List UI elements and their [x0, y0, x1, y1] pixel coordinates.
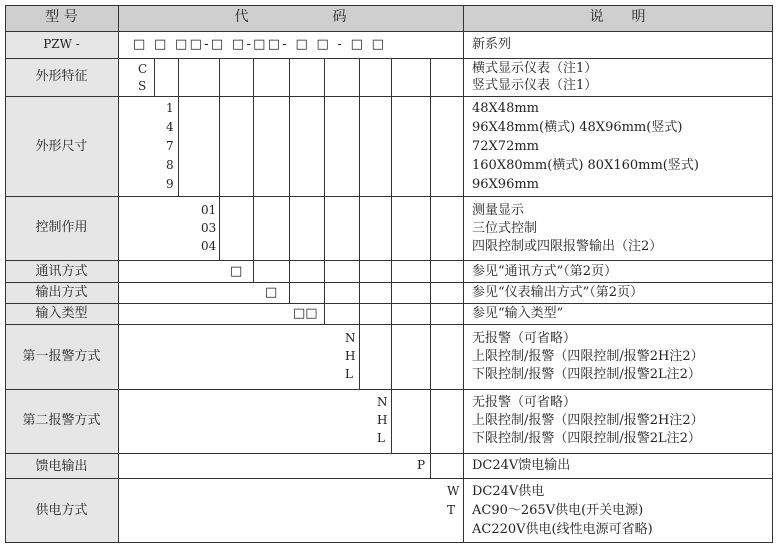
- code-cell: 1: [166, 101, 174, 115]
- code-cell: S: [138, 79, 147, 93]
- description-text: 72X72mm: [472, 139, 539, 154]
- label-power-supply: 供电方式: [35, 503, 88, 518]
- label-communication: 通讯方式: [35, 264, 88, 279]
- description-text: 测量显示: [472, 203, 525, 218]
- code-divider: [154, 58, 155, 97]
- code-divider: [178, 58, 179, 197]
- description-text: 48X48mm: [472, 101, 539, 116]
- description-text: DC24V供电: [472, 484, 545, 499]
- code-divider: [324, 58, 325, 325]
- label-feed-output: 馈电输出: [35, 459, 88, 474]
- description-text: 96X48mm(横式) 48X96mm(竖式): [472, 120, 683, 135]
- code-divider: [289, 58, 290, 304]
- label-control-function: 控制作用: [35, 220, 88, 235]
- description-text: DC24V馈电输出: [472, 458, 571, 473]
- table-rule: [5, 5, 773, 6]
- table-rule: [463, 5, 464, 543]
- code-divider: [391, 58, 392, 454]
- table-rule: [5, 303, 773, 304]
- label-output: 输出方式: [35, 285, 88, 300]
- description-text: 上限控制/报警（四限控制/报警2H注2）: [472, 413, 704, 428]
- description-text: 160X80mm(横式) 80X160mm(竖式): [472, 158, 699, 173]
- table-rule: [5, 260, 773, 261]
- code-divider: [359, 58, 360, 390]
- label-dimensions: 外形尺寸: [35, 139, 88, 154]
- code-cell: T: [447, 503, 456, 517]
- code-cell: N: [345, 331, 356, 345]
- label-appearance: 外形特征: [35, 69, 88, 84]
- description-text: 下限控制/报警（四限控制/报警2L注2）: [472, 367, 701, 382]
- code-cell: □: [265, 285, 278, 300]
- label-input-type: 输入类型: [35, 306, 88, 321]
- table-rule: [772, 5, 773, 543]
- description-text: AC90～265V供电(开关电源): [472, 503, 644, 518]
- code-cell: 01: [201, 203, 217, 217]
- description-text: 新系列: [472, 37, 512, 52]
- code-cell: 9: [166, 177, 174, 191]
- code-cell: 4: [166, 120, 174, 134]
- description-text: AC220V供电(线性电源可省略): [472, 522, 653, 537]
- description-text: 参见“输入类型”: [472, 306, 564, 321]
- code-divider: [430, 58, 431, 479]
- code-cell: 8: [166, 158, 174, 172]
- header-description: 说 明: [589, 9, 646, 25]
- code-cell: L: [377, 431, 385, 445]
- code-cell: L: [345, 367, 353, 381]
- code-cell: 03: [201, 221, 217, 235]
- description-text: 上限控制/报警（四限控制/报警2H注2）: [472, 349, 704, 364]
- description-text: 无报警（可省略）: [472, 395, 577, 410]
- header-model: 型 号: [45, 9, 78, 25]
- table-rule: [5, 478, 773, 479]
- description-text: 参见“仪表输出方式”（第2页）: [472, 285, 644, 300]
- description-text: 参见“通讯方式”（第2页）: [472, 264, 618, 279]
- table-rule: [5, 96, 773, 97]
- header-code: 代 码: [234, 9, 347, 25]
- table-rule: [5, 389, 773, 390]
- table-rule: [5, 31, 773, 32]
- code-pattern: □ □ □□-□ □-□□- □ □ - □ □: [133, 37, 387, 52]
- table-rule: [5, 282, 773, 283]
- code-cell: P: [417, 458, 426, 472]
- description-text: 横式显示仪表（注1）: [472, 61, 598, 76]
- label-alarm-1: 第一报警方式: [22, 349, 101, 364]
- label-alarm-2: 第二报警方式: [22, 413, 101, 428]
- code-divider: [219, 58, 220, 261]
- description-text: 无报警（可省略）: [472, 331, 577, 346]
- label-series: PZW -: [43, 37, 80, 51]
- table-rule: [118, 5, 119, 543]
- code-cell: N: [377, 395, 388, 409]
- table-rule: [5, 58, 773, 59]
- table-rule: [5, 324, 773, 325]
- code-cell: H: [377, 413, 388, 427]
- table-rule: [5, 542, 773, 543]
- code-divider: [253, 58, 254, 283]
- code-cell: H: [345, 349, 356, 363]
- description-text: 三位式控制: [472, 221, 538, 236]
- description-text: 96X96mm: [472, 177, 539, 192]
- description-text: 四限控制或四限报警输出（注2）: [472, 239, 663, 254]
- code-cell: W: [447, 484, 460, 498]
- description-text: 竖式显示仪表（注1）: [472, 78, 598, 93]
- description-text: 下限控制/报警（四限控制/报警2L注2）: [472, 431, 701, 446]
- code-cell: 7: [166, 139, 174, 153]
- code-cell: □□: [293, 306, 318, 321]
- code-cell: 04: [201, 239, 217, 253]
- table-rule: [5, 453, 773, 454]
- code-cell: □: [230, 264, 243, 279]
- table-rule: [5, 196, 773, 197]
- code-cell: C: [138, 62, 148, 76]
